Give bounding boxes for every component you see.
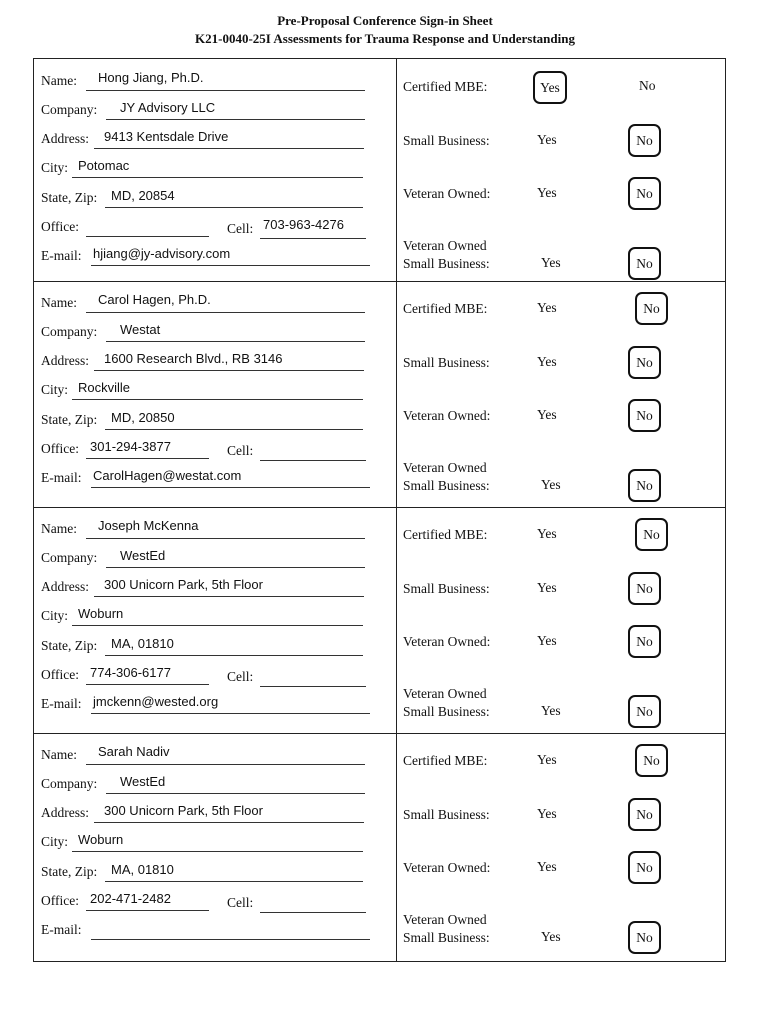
state_zip-value[interactable]: MD, 20850 xyxy=(111,410,175,425)
veteran_owned_small_business-label-line1: Veteran Owned xyxy=(403,686,487,701)
email-underline xyxy=(91,939,370,940)
email-value[interactable]: jmckenn@wested.org xyxy=(93,694,219,709)
name-label: Name: xyxy=(41,73,77,88)
office-underline xyxy=(86,458,209,459)
veteran_owned-yes-option[interactable]: Yes xyxy=(537,407,557,422)
small_business-label: Small Business: xyxy=(403,133,490,148)
city-underline xyxy=(72,399,363,400)
veteran_owned_small_business-label-line1: Veteran Owned xyxy=(403,912,487,927)
veteran_owned_small_business-label-line2: Small Business: xyxy=(403,930,490,945)
name-underline xyxy=(86,764,365,765)
office-underline xyxy=(86,236,209,237)
email-underline xyxy=(91,713,370,714)
company-value[interactable]: Westat xyxy=(120,322,161,337)
address-underline xyxy=(94,822,364,823)
veteran_owned-no-option-selected[interactable]: No xyxy=(628,625,661,658)
veteran_owned_small_business-no-option-selected[interactable]: No xyxy=(628,469,661,502)
veteran_owned-label: Veteran Owned: xyxy=(403,186,491,201)
email-value[interactable]: hjiang@jy-advisory.com xyxy=(93,246,231,261)
entry-block xyxy=(34,281,725,507)
small_business-no-option-selected[interactable]: No xyxy=(628,124,661,157)
cell-label: Cell: xyxy=(227,895,254,910)
certified_mbe-yes-option-selected[interactable]: Yes xyxy=(533,71,567,104)
address-underline xyxy=(94,596,364,597)
cell-underline xyxy=(260,238,366,239)
address-label: Address: xyxy=(41,805,89,820)
office-value[interactable]: 774-306-6177 xyxy=(90,665,171,680)
cell-label: Cell: xyxy=(227,221,254,236)
state_zip-value[interactable]: MA, 01810 xyxy=(111,862,174,877)
company-value[interactable]: WestEd xyxy=(120,548,166,563)
entry-separator xyxy=(34,281,725,282)
small_business-yes-option[interactable]: Yes xyxy=(537,132,557,147)
certified_mbe-no-option-selected[interactable]: No xyxy=(635,518,668,551)
small_business-no-option-selected[interactable]: No xyxy=(628,572,661,605)
company-underline xyxy=(106,119,365,120)
certified_mbe-no-option[interactable]: No xyxy=(639,78,656,93)
city-label: City: xyxy=(41,608,69,623)
email-underline xyxy=(91,487,370,488)
company-label: Company: xyxy=(41,550,98,565)
veteran_owned-label: Veteran Owned: xyxy=(403,860,491,875)
state_zip-value[interactable]: MD, 20854 xyxy=(111,188,175,203)
cell-underline xyxy=(260,912,366,913)
veteran_owned_small_business-label-line2: Small Business: xyxy=(403,478,490,493)
name-value[interactable]: Hong Jiang, Ph.D. xyxy=(98,70,204,85)
veteran_owned-label: Veteran Owned: xyxy=(403,408,491,423)
certified_mbe-yes-option[interactable]: Yes xyxy=(537,526,557,541)
veteran_owned-no-option-selected[interactable]: No xyxy=(628,851,661,884)
veteran_owned_small_business-yes-option[interactable]: Yes xyxy=(541,477,561,492)
address-underline xyxy=(94,370,364,371)
name-underline xyxy=(86,90,365,91)
name-value[interactable]: Sarah Nadiv xyxy=(98,744,170,759)
city-value[interactable]: Woburn xyxy=(78,832,124,847)
state_zip-underline xyxy=(105,429,363,430)
city-underline xyxy=(72,177,363,178)
small_business-no-option-selected[interactable]: No xyxy=(628,346,661,379)
small_business-label: Small Business: xyxy=(403,581,490,596)
entry-separator xyxy=(34,733,725,734)
small_business-no-option-selected[interactable]: No xyxy=(628,798,661,831)
name-label: Name: xyxy=(41,747,77,762)
veteran_owned_small_business-label-line2: Small Business: xyxy=(403,704,490,719)
address-label: Address: xyxy=(41,353,89,368)
veteran_owned_small_business-yes-option[interactable]: Yes xyxy=(541,929,561,944)
veteran_owned-no-option-selected[interactable]: No xyxy=(628,177,661,210)
cell-label: Cell: xyxy=(227,443,254,458)
state_zip-underline xyxy=(105,207,363,208)
entry-block xyxy=(34,59,725,281)
company-label: Company: xyxy=(41,102,98,117)
small_business-label: Small Business: xyxy=(403,807,490,822)
address-value[interactable]: 9413 Kentsdale Drive xyxy=(104,129,229,144)
state_zip-underline xyxy=(105,655,363,656)
email-value[interactable]: CarolHagen@westat.com xyxy=(93,468,242,483)
sign-in-table xyxy=(33,58,726,962)
city-value[interactable]: Woburn xyxy=(78,606,124,621)
city-value[interactable]: Potomac xyxy=(78,158,130,173)
city-label: City: xyxy=(41,834,69,849)
company-label: Company: xyxy=(41,776,98,791)
certified_mbe-no-option-selected[interactable]: No xyxy=(635,744,668,777)
email-underline xyxy=(91,265,370,266)
company-underline xyxy=(106,567,365,568)
small_business-yes-option[interactable]: Yes xyxy=(537,354,557,369)
company-underline xyxy=(106,341,365,342)
cell-underline xyxy=(260,686,366,687)
city-underline xyxy=(72,851,363,852)
name-underline xyxy=(86,312,365,313)
veteran_owned-label: Veteran Owned: xyxy=(403,634,491,649)
cell-label: Cell: xyxy=(227,669,254,684)
veteran_owned-yes-option[interactable]: Yes xyxy=(537,859,557,874)
veteran_owned_small_business-label-line1: Veteran Owned xyxy=(403,238,487,253)
veteran_owned-yes-option[interactable]: Yes xyxy=(537,185,557,200)
entry-separator xyxy=(34,507,725,508)
veteran_owned_small_business-no-option-selected[interactable]: No xyxy=(628,695,661,728)
state_zip-value[interactable]: MA, 01810 xyxy=(111,636,174,651)
certified_mbe-label: Certified MBE: xyxy=(403,301,488,316)
sheet-subtitle: K21-0040-25I Assessments for Trauma Response and Understanding xyxy=(195,31,575,46)
veteran_owned_small_business-yes-option[interactable]: Yes xyxy=(541,703,561,718)
office-value[interactable]: 202-471-2482 xyxy=(90,891,171,906)
veteran_owned_small_business-no-option-selected[interactable]: No xyxy=(628,921,661,954)
veteran_owned-yes-option[interactable]: Yes xyxy=(537,633,557,648)
city-label: City: xyxy=(41,382,69,397)
office-label: Office: xyxy=(41,441,79,456)
name-label: Name: xyxy=(41,295,77,310)
city-value[interactable]: Rockville xyxy=(78,380,131,395)
name-value[interactable]: Carol Hagen, Ph.D. xyxy=(98,292,211,307)
office-label: Office: xyxy=(41,219,79,234)
address-label: Address: xyxy=(41,579,89,594)
state_zip-label: State, Zip: xyxy=(41,864,98,879)
name-label: Name: xyxy=(41,521,77,536)
office-underline xyxy=(86,910,209,911)
email-label: E-mail: xyxy=(41,470,82,485)
small_business-label: Small Business: xyxy=(403,355,490,370)
company-label: Company: xyxy=(41,324,98,339)
small_business-yes-option[interactable]: Yes xyxy=(537,806,557,821)
veteran_owned_small_business-label-line2: Small Business: xyxy=(403,256,490,271)
company-value[interactable]: WestEd xyxy=(120,774,166,789)
entry-block xyxy=(34,507,725,733)
name-value[interactable]: Joseph McKenna xyxy=(98,518,199,533)
email-label: E-mail: xyxy=(41,248,82,263)
company-underline xyxy=(106,793,365,794)
office-value[interactable]: 301-294-3877 xyxy=(90,439,171,454)
certified_mbe-label: Certified MBE: xyxy=(403,527,488,542)
certified_mbe-yes-option[interactable]: Yes xyxy=(537,300,557,315)
address-label: Address: xyxy=(41,131,89,146)
address-value[interactable]: 1600 Research Blvd., RB 3146 xyxy=(104,351,283,366)
email-label: E-mail: xyxy=(41,922,82,937)
state_zip-label: State, Zip: xyxy=(41,190,98,205)
cell-value[interactable]: 703-963-4276 xyxy=(263,217,344,232)
state_zip-label: State, Zip: xyxy=(41,638,98,653)
small_business-yes-option[interactable]: Yes xyxy=(537,580,557,595)
address-underline xyxy=(94,148,364,149)
veteran_owned-no-option-selected[interactable]: No xyxy=(628,399,661,432)
certified_mbe-label: Certified MBE: xyxy=(403,79,488,94)
company-value[interactable]: JY Advisory LLC xyxy=(120,100,216,115)
office-label: Office: xyxy=(41,667,79,682)
email-label: E-mail: xyxy=(41,696,82,711)
veteran_owned_small_business-yes-option[interactable]: Yes xyxy=(541,255,561,270)
veteran_owned_small_business-no-option-selected[interactable]: No xyxy=(628,247,661,280)
veteran_owned_small_business-label-line1: Veteran Owned xyxy=(403,460,487,475)
name-underline xyxy=(86,538,365,539)
address-value[interactable]: 300 Unicorn Park, 5th Floor xyxy=(104,577,263,592)
certified_mbe-label: Certified MBE: xyxy=(403,753,488,768)
office-label: Office: xyxy=(41,893,79,908)
office-underline xyxy=(86,684,209,685)
certified_mbe-no-option-selected[interactable]: No xyxy=(635,292,668,325)
state_zip-label: State, Zip: xyxy=(41,412,98,427)
city-underline xyxy=(72,625,363,626)
entry-block xyxy=(34,733,725,961)
address-value[interactable]: 300 Unicorn Park, 5th Floor xyxy=(104,803,263,818)
sheet-title: Pre-Proposal Conference Sign-in Sheet xyxy=(277,13,493,28)
city-label: City: xyxy=(41,160,69,175)
cell-underline xyxy=(260,460,366,461)
state_zip-underline xyxy=(105,881,363,882)
certified_mbe-yes-option[interactable]: Yes xyxy=(537,752,557,767)
